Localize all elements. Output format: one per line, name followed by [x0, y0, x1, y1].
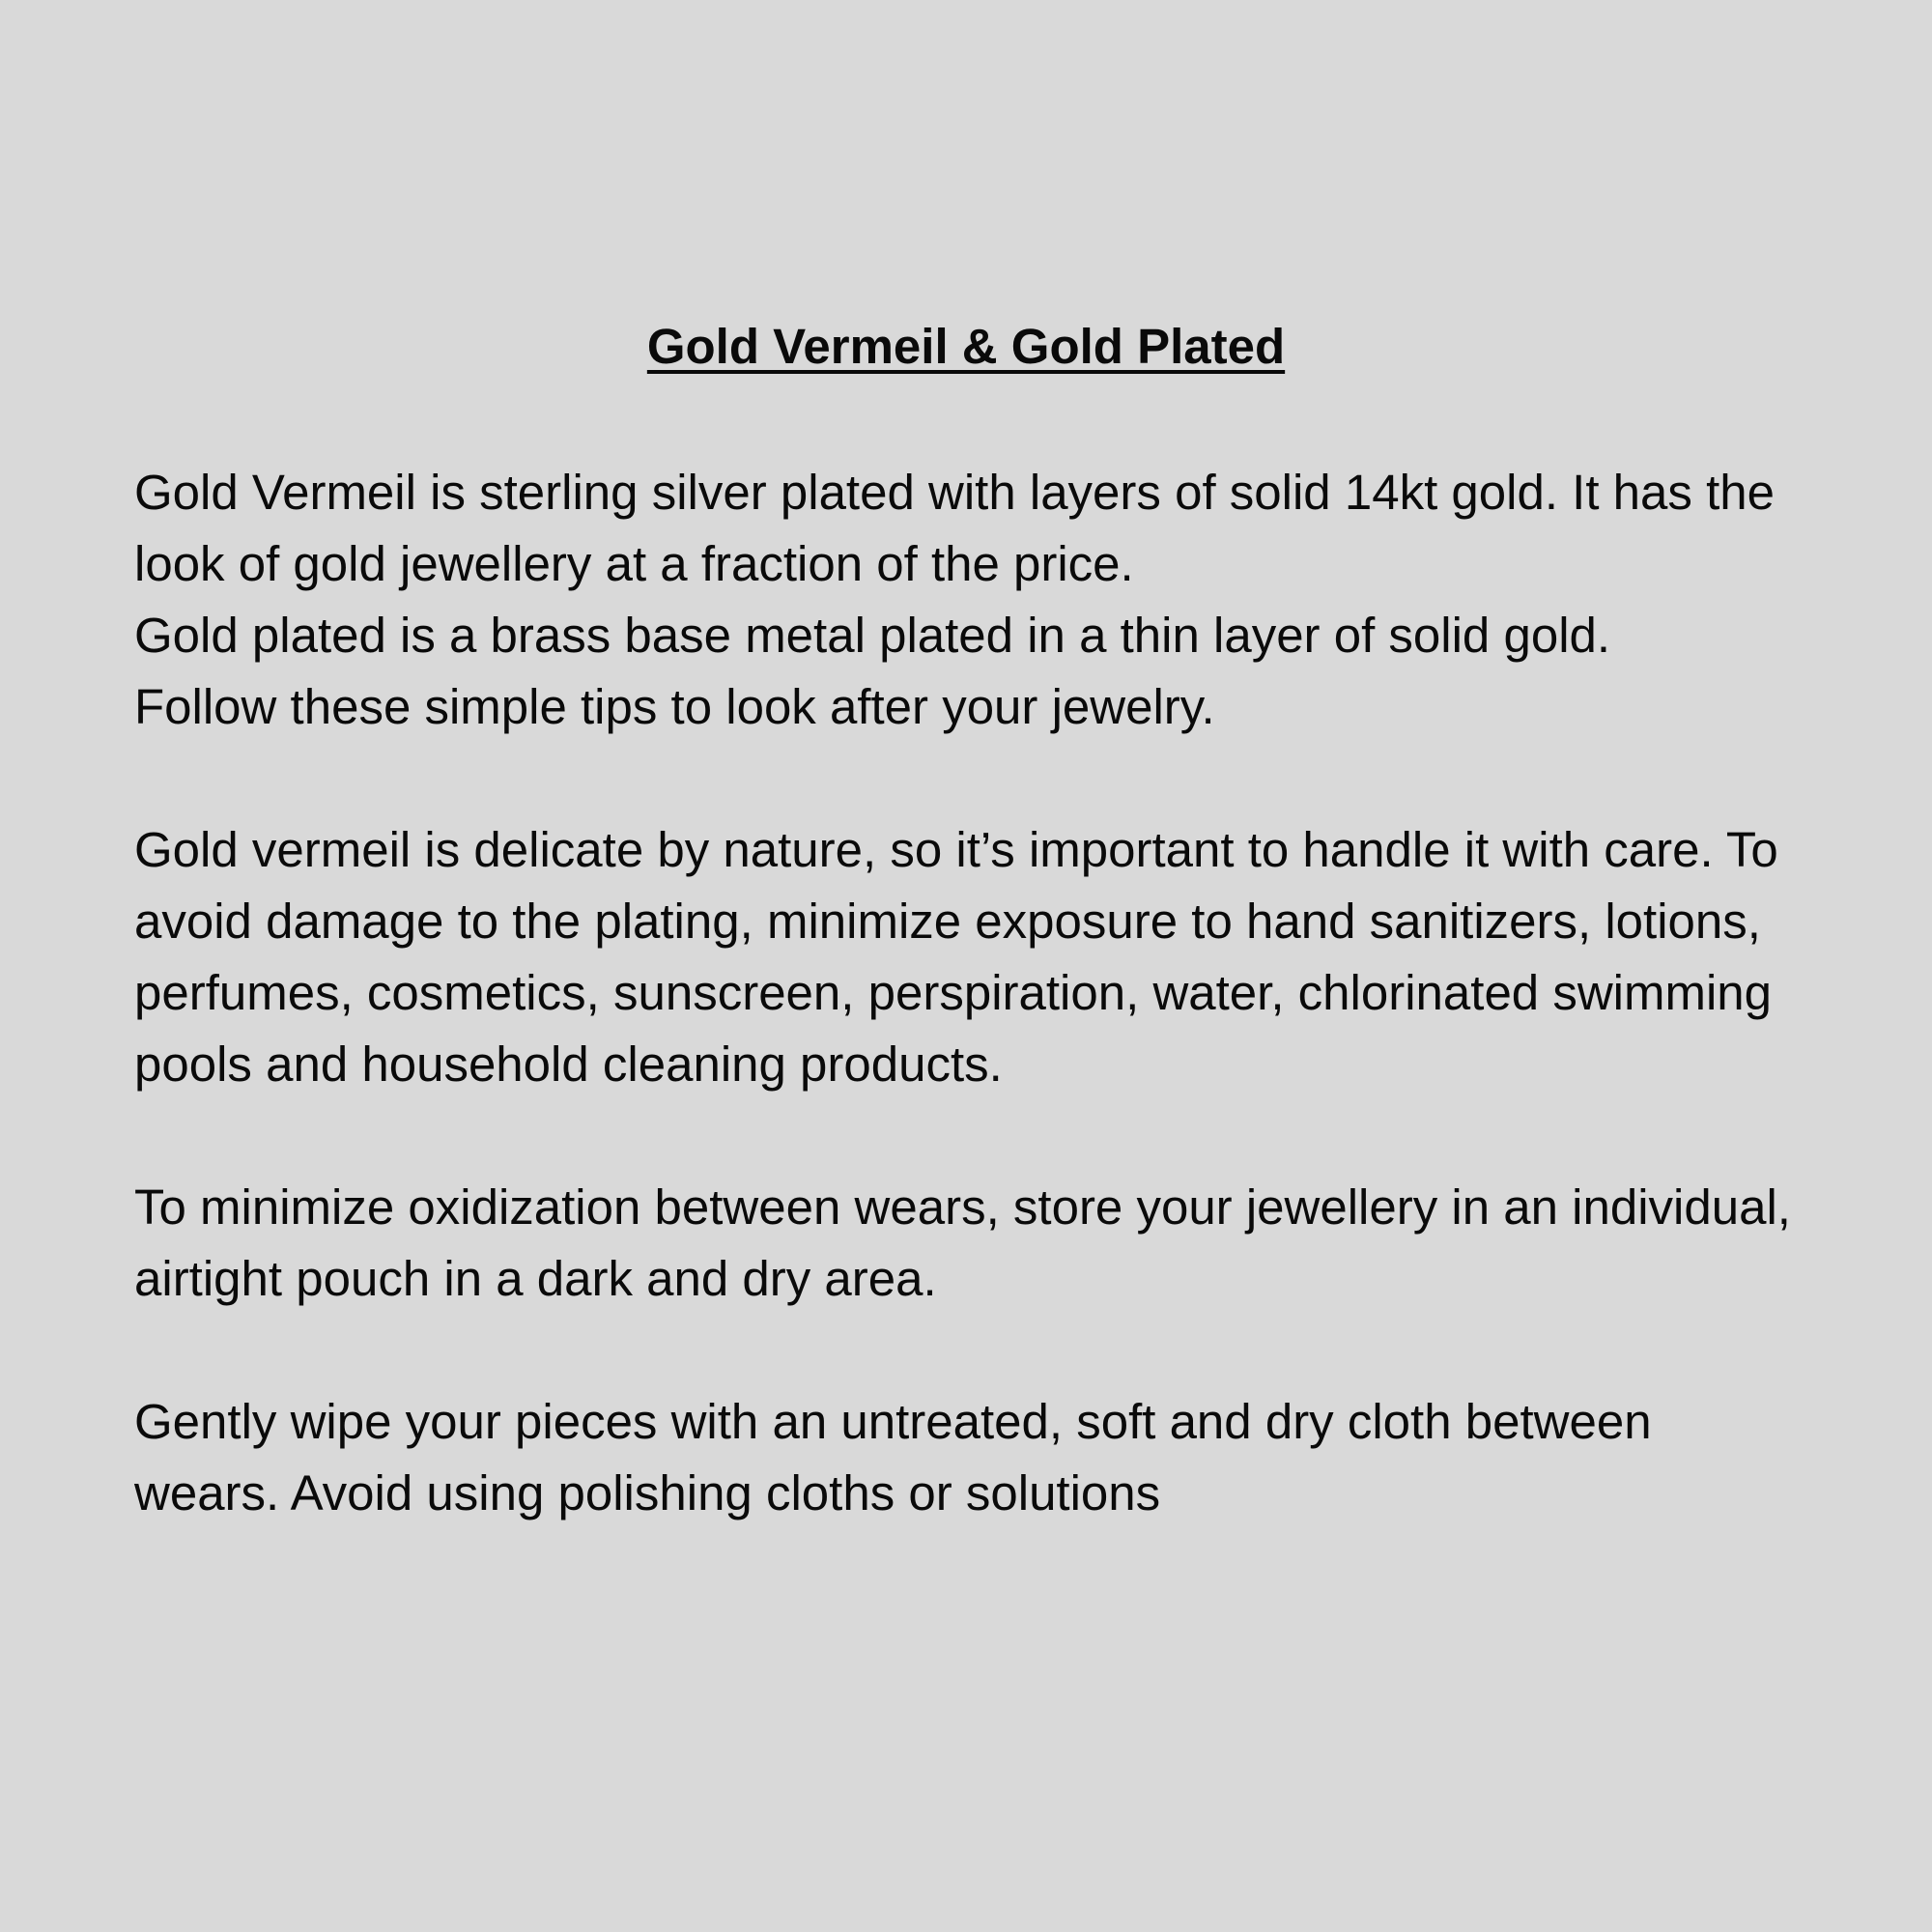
paragraph-spacer: [134, 1100, 1798, 1172]
care-text: [134, 457, 1798, 1529]
vermeil-definition-paragraph: Gold Vermeil is sterling silver plated with layers of solid 14kt gold. It has the look of gold jewellery at a fraction of the price.: [134, 465, 1775, 591]
page-title: Gold Vermeil & Gold Plated: [646, 319, 1286, 374]
paragraph-spacer: [134, 743, 1798, 814]
tips-intro-paragraph: Follow these simple tips to look after your jewelry.: [134, 679, 1215, 734]
plated-definition-paragraph: Gold plated is a brass base metal plated in a thin layer of solid gold.: [134, 608, 1611, 663]
care-instructions-card: [134, 314, 1798, 1529]
handling-care-paragraph: Gold vermeil is delicate by nature, so it’s important to handle it with care. To avoid damage to the plating, minimize exposure to hand sanitizers, lotions, perfumes, cosmetics, sunscreen, perspiration, water, chlorinated swimming pools and household cleaning products.: [134, 822, 1778, 1092]
cleaning-paragraph: Gently wipe your pieces with an untreated, soft and dry cloth between wears. Avoid using polishing cloths or solutions: [134, 1394, 1652, 1520]
paragraph-spacer: [134, 1315, 1798, 1386]
storage-paragraph: To minimize oxidization between wears, store your jewellery in an individual, airtight pouch in a dark and dry area.: [134, 1179, 1791, 1306]
